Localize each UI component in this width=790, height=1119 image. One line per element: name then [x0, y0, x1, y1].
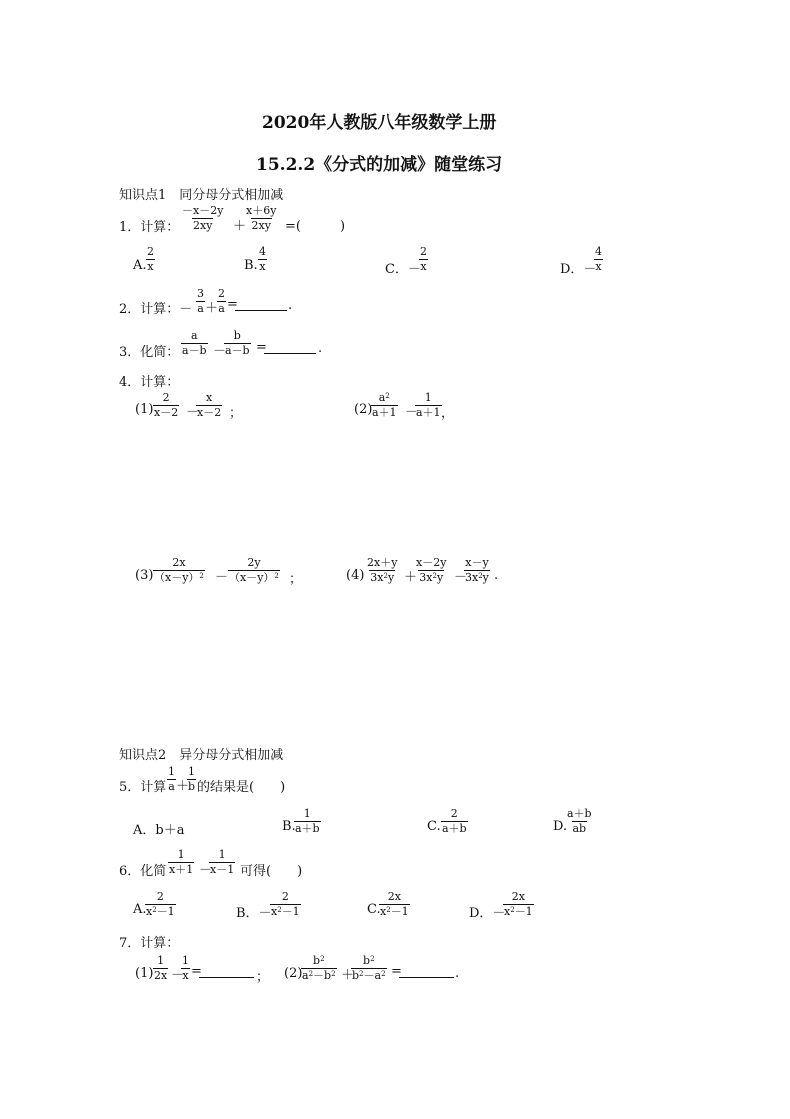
q6-fraction-2: $\frac{1}{x-1}$ [210, 848, 235, 876]
q3-answer-blank[interactable] [264, 341, 316, 354]
q4-part4-minus: － [454, 570, 468, 585]
q2-answer-blank[interactable] [235, 298, 287, 311]
q1-option-a: $\frac{2}{x}$ [147, 245, 154, 273]
q6-option-c-letter: C. [367, 902, 381, 917]
q1-option-a-letter: A. [133, 258, 147, 273]
worksheet-title: 2020年人教版八年级数学上册 [262, 113, 497, 133]
q5-fraction-1: $\frac{1}{a}$ [168, 765, 175, 793]
q3-end: . [318, 341, 323, 356]
q6-option-a-letter: A. [133, 902, 147, 917]
q7-part1-fraction-2: $\frac{1}{x}$ [182, 954, 189, 982]
q5-option-a: A．b＋a [133, 823, 185, 838]
q1-fraction-1: $\frac{-x-2y}{2xy}$ [182, 204, 224, 232]
q4-part2-minus: － [405, 405, 419, 420]
q4-part1-end: ； [229, 406, 243, 421]
q7-part2-plus: ＋ [341, 968, 355, 983]
q5-option-c: $\frac{2}{a+b}$ [442, 807, 467, 835]
q1-label: 1．计算： [119, 220, 180, 235]
q4-part4-end: . [494, 568, 499, 583]
q7-part1-minus: － [171, 968, 185, 983]
q4-part3-fraction-1: $\frac{2x}{(x-y)^2}$ [154, 556, 204, 584]
knowledge-point-2: 知识点2 异分母分式相加减 [119, 748, 284, 763]
q7-part2-end: . [455, 966, 460, 981]
q2-equals: = [227, 297, 238, 312]
q3-fraction-1: $\frac{a}{a-b}$ [182, 329, 207, 357]
q1-plus: ＋ [233, 219, 247, 234]
q5-tail: 的结果是( ) [197, 780, 286, 795]
q4-part4-fraction-1: $\frac{2x+y}{3x^2y}$ [367, 556, 398, 584]
q1-answer-bracket: =( ) [285, 219, 346, 234]
q7-part2-tag: (2) [284, 966, 303, 981]
q5-option-d: $\frac{a+b}{ab}$ [567, 807, 592, 835]
q4-part4-fraction-2: $\frac{x-2y}{3x^2y}$ [416, 556, 447, 584]
q2-fraction-1: $\frac{3}{a}$ [197, 287, 204, 315]
q5-label: 5．计算 [119, 780, 167, 795]
q4-part1-minus: － [186, 405, 200, 420]
q5-option-b: $\frac{1}{a+b}$ [295, 807, 320, 835]
q7-part2-equals: = [391, 964, 402, 979]
q4-part2-tag: (2) [354, 402, 373, 417]
q1-option-d: $\frac{4}{x}$ [595, 245, 602, 273]
q2-fraction-2: $\frac{2}{a}$ [218, 287, 225, 315]
q7-part2-fraction-2: $\frac{b^2}{b^2-a^2}$ [352, 954, 386, 982]
q4-part4-plus: ＋ [404, 570, 418, 585]
q2-end: . [288, 298, 293, 313]
q3-minus: － [213, 344, 227, 359]
q6-option-d: $\frac{2x}{x^2-1}$ [504, 890, 533, 918]
q7-part1-end: ； [256, 970, 270, 985]
q1-option-d-letter: D．－ [560, 262, 597, 277]
q4-part2-end: ， [441, 406, 455, 421]
q4-part4-fraction-3: $\frac{x-y}{3x^2y}$ [465, 556, 489, 584]
q4-part2-fraction-1: $\frac{a^2}{a+1}$ [372, 391, 397, 419]
q4-part3-fraction-2: $\frac{2y}{(x-y)^2}$ [229, 556, 279, 584]
q5-plus: ＋ [176, 779, 190, 794]
q7-part1-fraction-1: $\frac{1}{2x}$ [154, 954, 168, 982]
q6-fraction-1: $\frac{1}{x+1}$ [169, 848, 194, 876]
q7-label: 7．计算： [119, 936, 180, 951]
q6-option-d-letter: D．－ [469, 906, 506, 921]
q4-part4-tag: (4) [346, 568, 365, 583]
q1-option-b: $\frac{4}{x}$ [259, 245, 266, 273]
q6-label: 6．化简 [119, 864, 167, 879]
q7-part2-answer-blank[interactable] [399, 965, 454, 978]
q1-option-c-letter: C．－ [385, 262, 421, 277]
q5-option-b-letter: B. [282, 819, 296, 834]
q3-equals: = [256, 340, 267, 355]
q4-part1-tag: (1) [135, 402, 154, 417]
q7-part1-tag: (1) [135, 966, 154, 981]
q6-option-c: $\frac{2x}{x^2-1}$ [380, 890, 409, 918]
q4-part1-fraction-2: $\frac{x}{x-2}$ [197, 391, 222, 419]
worksheet-subtitle: 15.2.2《分式的加减》随堂练习 [256, 155, 503, 175]
q4-part2-fraction-2: $\frac{1}{a+1}$ [416, 391, 441, 419]
q1-option-c: $\frac{2}{x}$ [420, 245, 427, 273]
q1-option-b-letter: B. [244, 258, 258, 273]
q6-option-a: $\frac{2}{x^2-1}$ [146, 890, 175, 918]
q5-fraction-2: $\frac{1}{b}$ [188, 765, 196, 793]
q3-fraction-2: $\frac{b}{a-b}$ [225, 329, 250, 357]
q1-fraction-2: $\frac{x+6y}{2xy}$ [246, 204, 277, 232]
q4-part1-fraction-1: $\frac{2}{x-2}$ [154, 391, 179, 419]
q4-label: 4．计算： [119, 375, 180, 390]
q2-label: 2．计算：－ [119, 302, 193, 317]
q4-part3-minus: － [215, 570, 229, 585]
q6-option-b: $\frac{2}{x^2-1}$ [271, 890, 300, 918]
q3-label: 3．化简： [119, 345, 180, 360]
q6-minus: － [199, 863, 213, 878]
q7-part1-equals: = [191, 964, 202, 979]
q4-part3-tag: (3) [135, 568, 154, 583]
q6-tail: 可得( ) [240, 864, 303, 879]
q7-part2-fraction-1: $\frac{b^2}{a^2-b^2}$ [302, 954, 336, 982]
q2-plus: ＋ [205, 301, 219, 316]
q5-option-d-letter: D. [553, 819, 568, 834]
knowledge-point-1: 知识点1 同分母分式相加减 [119, 188, 284, 203]
q4-part3-end: ； [289, 572, 303, 587]
q7-part1-answer-blank[interactable] [199, 965, 254, 978]
q6-option-b-letter: B．－ [236, 906, 272, 921]
q5-option-c-letter: C. [427, 819, 441, 834]
